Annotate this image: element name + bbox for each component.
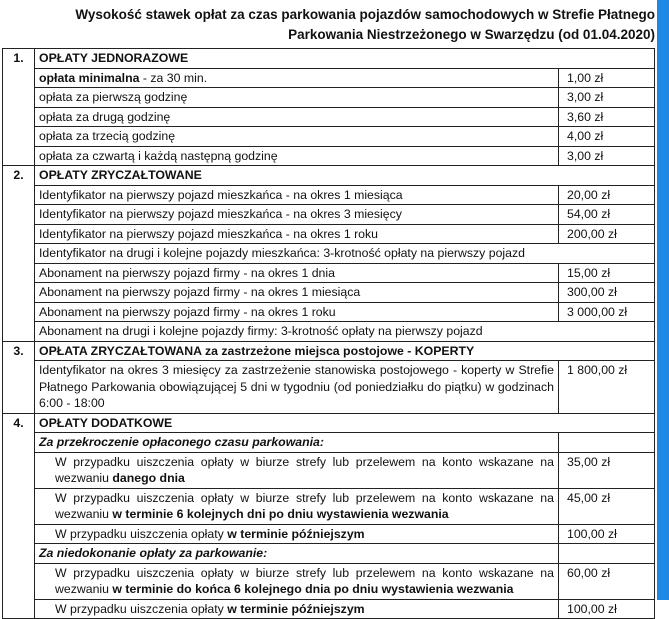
fee-price: 100,00 zł <box>559 524 655 544</box>
fee-price: 20,00 zł <box>559 185 655 205</box>
table-row <box>3 127 655 147</box>
table-row <box>3 488 655 524</box>
subheader-row <box>3 433 655 453</box>
fee-description: Identyfikator na okres 3 miesięcy za zastrzeżenie stanowiska postojowego - koperty w Strefie Płatnego Parkowania obowiązującej 5 dni w tygodniu (od poniedziałku do piątku) w godzinach 6:00 - 18:00 <box>35 361 559 414</box>
fee-description: Abonament na pierwszy pojazd firmy - na okres 1 roku <box>35 302 559 322</box>
fee-price: 100,00 zł <box>559 599 655 619</box>
table-row <box>3 452 655 488</box>
fee-table <box>2 48 655 619</box>
fee-description-text: W przypadku uiszczenia opłaty w biurze strefy lub przelewem na konto wskazane na wezwaniu <box>55 490 554 521</box>
fee-description: Abonament na pierwszy pojazd firmy - na okres 1 dnia <box>35 263 559 283</box>
table-row <box>3 244 655 264</box>
fee-description <box>35 68 559 88</box>
table-row <box>3 263 655 283</box>
fee-description-bold: danego dnia <box>112 471 185 485</box>
fee-description-text: W przypadku uiszczenia opłaty w biurze strefy lub przelewem na konto wskazane na wezwaniu <box>55 454 554 485</box>
fee-description: Identyfikator na pierwszy pojazd mieszkańca - na okres 1 miesiąca <box>35 185 559 205</box>
section-header: OPŁATY DODATKOWE <box>35 413 655 433</box>
fee-description <box>35 599 559 619</box>
fee-description <box>35 563 559 599</box>
section-2-header-row <box>3 166 655 186</box>
fee-price: 45,00 zł <box>559 488 655 524</box>
fee-price: 1 800,00 zł <box>559 361 655 414</box>
subsection-label: Za przekroczenie opłaconego czasu parkowania: <box>35 433 559 453</box>
table-row <box>3 88 655 108</box>
table-row <box>3 524 655 544</box>
empty-price-cell <box>559 544 655 564</box>
table-row <box>3 361 655 414</box>
fee-description: Abonament na pierwszy pojazd firmy - na okres 1 miesiąca <box>35 283 559 303</box>
section-1-header-row <box>3 49 655 69</box>
section-header: OPŁATY JEDNORAZOWE <box>35 49 655 69</box>
fee-price: 35,00 zł <box>559 452 655 488</box>
fee-description: opłata za trzecią godzinę <box>35 127 559 147</box>
subsection-label: Za niedokonanie opłaty za parkowanie: <box>35 544 559 564</box>
section-number: 2. <box>3 166 35 342</box>
fee-price: 4,00 zł <box>559 127 655 147</box>
table-row <box>3 185 655 205</box>
fee-price: 3,60 zł <box>559 107 655 127</box>
fee-description <box>35 452 559 488</box>
document-title <box>15 5 655 45</box>
right-edge-band <box>657 0 669 600</box>
fee-price: 3,00 zł <box>559 88 655 108</box>
subheader-row <box>3 544 655 564</box>
table-row <box>3 563 655 599</box>
section-header: OPŁATY ZRYCZAŁTOWANE <box>35 166 655 186</box>
fee-description-bold: w terminie późniejszym <box>227 526 365 541</box>
section-header: OPŁATA ZRYCZAŁTOWANA za zastrzeżone miejsca postojowe - KOPERTY <box>35 341 655 361</box>
section-number: 3. <box>3 341 35 413</box>
fee-description-bold: opłata minimalna <box>39 70 140 85</box>
table-row <box>3 146 655 166</box>
fee-price: 200,00 zł <box>559 224 655 244</box>
section-number: 4. <box>3 413 35 619</box>
note-row: Identyfikator na drugi i kolejne pojazdy mieszkańca: 3-krotność opłaty na pierwszy pojazd <box>35 244 655 264</box>
fee-description: Identyfikator na pierwszy pojazd mieszkańca - na okres 3 miesięcy <box>35 205 559 225</box>
fee-description <box>35 488 559 524</box>
fee-price: 54,00 zł <box>559 205 655 225</box>
fee-description-bold: w terminie 6 kolejnych dni po dniu wystawienia wezwania <box>112 507 449 521</box>
table-row <box>3 107 655 127</box>
table-row <box>3 68 655 88</box>
table-row <box>3 302 655 322</box>
title-line-2: Parkowania Niestrzeżonego w Swarzędzu (od 01.04.2020) <box>288 27 655 42</box>
fee-description: opłata za pierwszą godzinę <box>35 88 559 108</box>
fee-price: 300,00 zł <box>559 283 655 303</box>
fee-price: 1,00 zł <box>559 68 655 88</box>
table-row <box>3 224 655 244</box>
fee-description-text: W przypadku uiszczenia opłaty <box>55 526 228 541</box>
note-row: Abonament na drugi i kolejne pojazdy firmy: 3-krotność opłaty na pierwszy pojazd <box>35 322 655 342</box>
section-4-header-row <box>3 413 655 433</box>
section-number: 1. <box>3 49 35 166</box>
fee-description: opłata za drugą godzinę <box>35 107 559 127</box>
table-row <box>3 599 655 619</box>
title-line-1: Wysokość stawek opłat za czas parkowania pojazdów samochodowych w Strefie Płatnego <box>75 7 655 22</box>
fee-description <box>35 524 559 544</box>
fee-description-text: - za 30 min. <box>139 70 208 85</box>
section-3-header-row <box>3 341 655 361</box>
fee-description-text: W przypadku uiszczenia opłaty w biurze strefy lub przelewem na konto wskazane na wezwaniu <box>55 565 554 596</box>
table-row <box>3 283 655 303</box>
fee-description-bold: w terminie do końca 6 kolejnego dnia po dniu wystawienia wezwania <box>112 582 514 596</box>
empty-price-cell <box>559 433 655 453</box>
table-row <box>3 205 655 225</box>
fee-description: opłata za czwartą i każdą następną godzinę <box>35 146 559 166</box>
table-row <box>3 322 655 342</box>
fee-description-bold: w terminie późniejszym <box>227 601 365 616</box>
fee-price: 15,00 zł <box>559 263 655 283</box>
fee-price: 60,00 zł <box>559 563 655 599</box>
fee-description: Identyfikator na pierwszy pojazd mieszkańca - na okres 1 roku <box>35 224 559 244</box>
fee-price: 3 000,00 zł <box>559 302 655 322</box>
fee-price: 3,00 zł <box>559 146 655 166</box>
fee-description-text: W przypadku uiszczenia opłaty <box>55 601 228 616</box>
